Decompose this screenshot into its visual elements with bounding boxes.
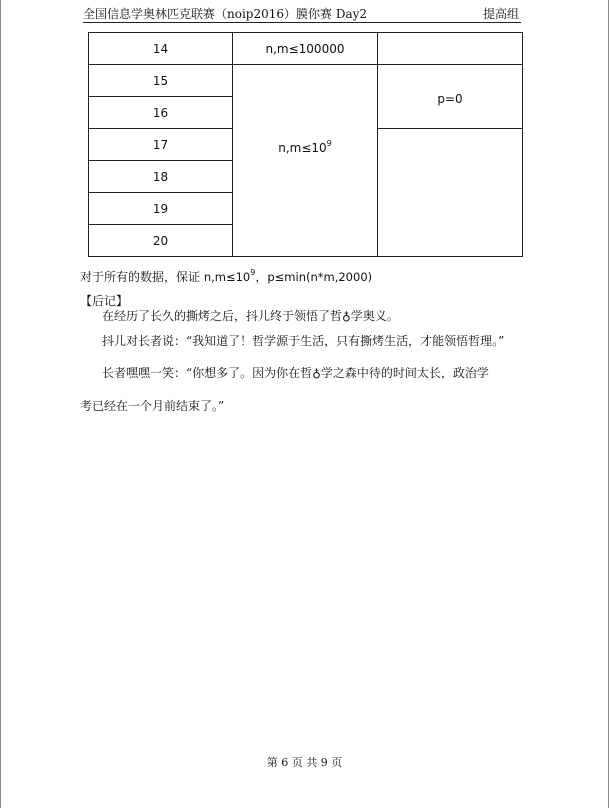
case-number: 14 <box>89 33 233 65</box>
case-number: 19 <box>89 193 233 225</box>
range-text: n,m≤10 <box>278 140 327 155</box>
header-level: 提高组 <box>482 7 519 21</box>
table-row <box>89 33 523 65</box>
prop-cell <box>378 33 523 65</box>
postscript-paragraph: 在经历了长久的撕烤之后，抖儿终于领悟了哲♁学奥义。 <box>102 309 399 323</box>
page-header <box>83 5 521 23</box>
postscript-title: 【后记】 <box>80 294 129 308</box>
range-exponent: 9 <box>326 138 332 148</box>
note-cond2: p≤min(n*m,2000) <box>267 270 373 284</box>
case-number: 17 <box>89 129 233 161</box>
prop-text: p=0 <box>437 91 463 106</box>
case-number: 20 <box>89 225 233 257</box>
note-exponent: 9 <box>250 268 256 277</box>
constraint-note <box>80 268 372 285</box>
test-case-table <box>88 32 523 257</box>
case-number: 16 <box>89 97 233 129</box>
postscript-paragraph: 考已经在一个月前结束了。” <box>80 399 225 413</box>
postscript-paragraph: 长者嘿嘿一笑：“你想多了。因为你在哲♁学之森中待的时间太长，政治学 <box>102 366 489 380</box>
note-cond1: $n,m\le 10^9$ <box>203 268 256 284</box>
range-cell <box>233 65 378 257</box>
note-prefix: 对于所有的数据，保证 <box>80 270 204 284</box>
page-number: 第 6 页 共 9 页 <box>266 756 343 769</box>
header-rule <box>83 22 521 23</box>
postscript-paragraph: 抖儿对长者说：“我知道了！哲学源于生活，只有撕烤生活，才能领悟哲理。” <box>102 334 505 348</box>
page-edge-left <box>0 0 1 808</box>
note-separator: ， <box>255 270 268 284</box>
table-row <box>89 65 523 97</box>
prop-cell <box>378 129 523 257</box>
range-cell: n,m≤100000 <box>233 33 378 65</box>
header-title: 全国信息学奥林匹克联赛（noip2016）膜你赛 Day2 <box>83 7 368 21</box>
case-number: 15 <box>89 65 233 97</box>
case-number: 18 <box>89 161 233 193</box>
prop-cell <box>378 65 523 129</box>
